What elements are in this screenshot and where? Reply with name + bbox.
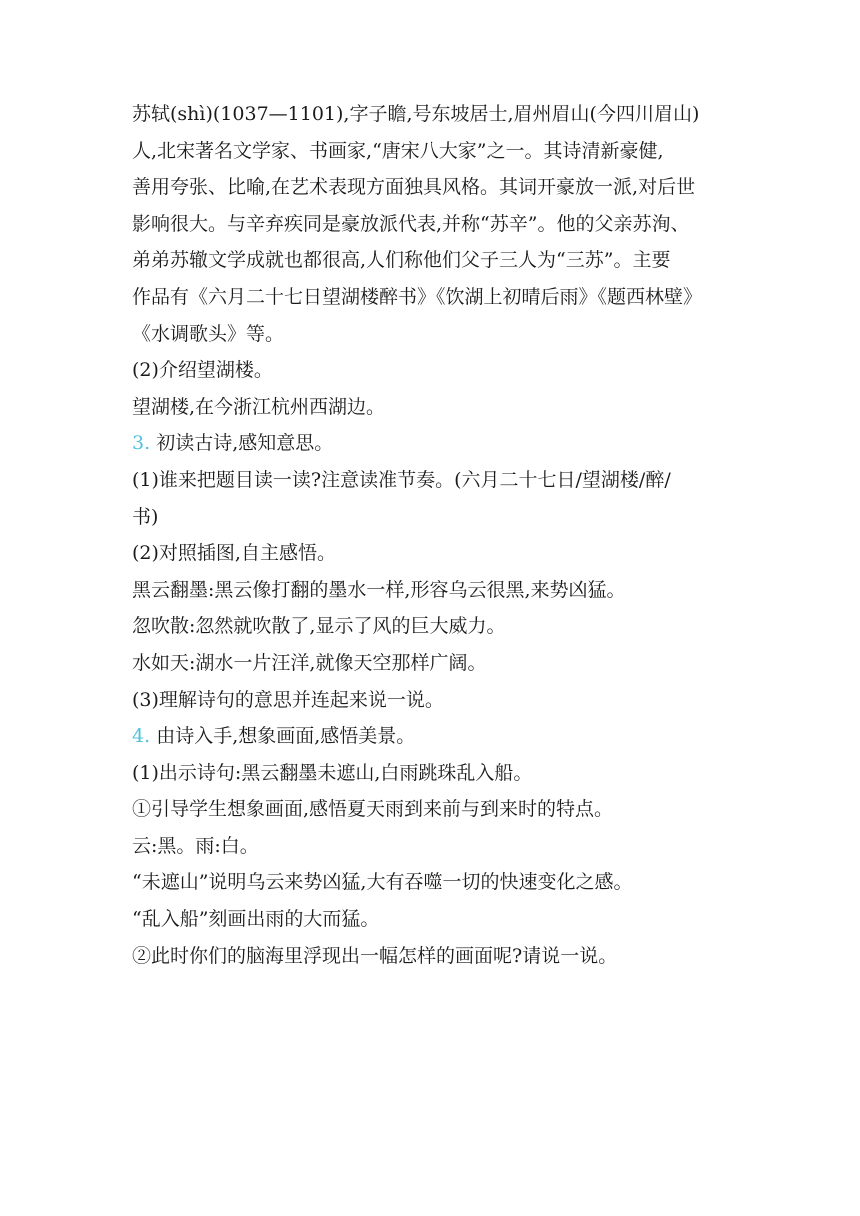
text-line: (2)对照插图,自主感悟。 xyxy=(132,542,336,565)
text-line: 黑云翻墨:黑云像打翻的墨水一样,形容乌云很黑,来势凶猛。 xyxy=(132,578,626,601)
text-line: 人,北宋著名文学家、书画家,“唐宋八大家”之一。其诗清新豪健, xyxy=(132,139,664,162)
text-line: 云:黑。雨:白。 xyxy=(132,834,259,857)
text-line: 善用夸张、比喻,在艺术表现方面独具风格。其词开豪放一派,对后世 xyxy=(132,176,696,199)
text-line: (1)谁来把题目读一读?注意读准节奏。(六月二十七日/望湖楼/醉/ xyxy=(132,468,671,491)
text-line: (1)出示诗句:黑云翻墨未遮山,白雨跳珠乱入船。 xyxy=(132,761,533,784)
document-body xyxy=(132,96,742,974)
text-line: “未遮山”说明乌云来势凶猛,大有吞噬一切的快速变化之感。 xyxy=(132,871,633,894)
section-title: 由诗入手,想象画面,感悟美景。 xyxy=(156,725,416,748)
text-line: 忽吹散:忽然就吹散了,显示了风的巨大威力。 xyxy=(132,615,506,638)
section-heading xyxy=(132,425,742,462)
text-line: “乱入船”刻画出雨的大而猛。 xyxy=(132,908,380,931)
text-line: 弟弟苏辙文学成就也都很高,人们称他们父子三人为“三苏”。主要 xyxy=(132,249,671,272)
text-line: 作品有《六月二十七日望湖楼醉书》《饮湖上初晴后雨》《题西林壁》 xyxy=(132,285,703,308)
text-line: ②此时你们的脑海里浮现出一幅怎样的画面呢?请说一说。 xyxy=(132,944,618,967)
text-line: 水如天:湖水一片汪洋,就像天空那样广阔。 xyxy=(132,651,487,674)
text-line: 苏轼(shì)(1037—1101),字子瞻,号东坡居士,眉州眉山(今四川眉山) xyxy=(132,103,700,125)
text-line: 《水调歌头》等。 xyxy=(132,322,285,345)
text-line: 影响很大。与辛弃疾同是豪放派代表,并称“苏辛”。他的父亲苏洵、 xyxy=(132,212,690,235)
section-title: 初读古诗,感知意思。 xyxy=(156,432,334,455)
text-line: ①引导学生想象画面,感悟夏天雨到来前与到来时的特点。 xyxy=(132,798,614,821)
text-line: 望湖楼,在今浙江杭州西湖边。 xyxy=(132,395,386,418)
text-line: (2)介绍望湖楼。 xyxy=(132,359,273,382)
section-number: 4. xyxy=(132,725,151,748)
text-line: 书) xyxy=(132,505,159,528)
text-line: (3)理解诗句的意思并连起来说一说。 xyxy=(132,688,444,711)
section-heading xyxy=(132,718,742,755)
section-number: 3. xyxy=(132,432,151,455)
